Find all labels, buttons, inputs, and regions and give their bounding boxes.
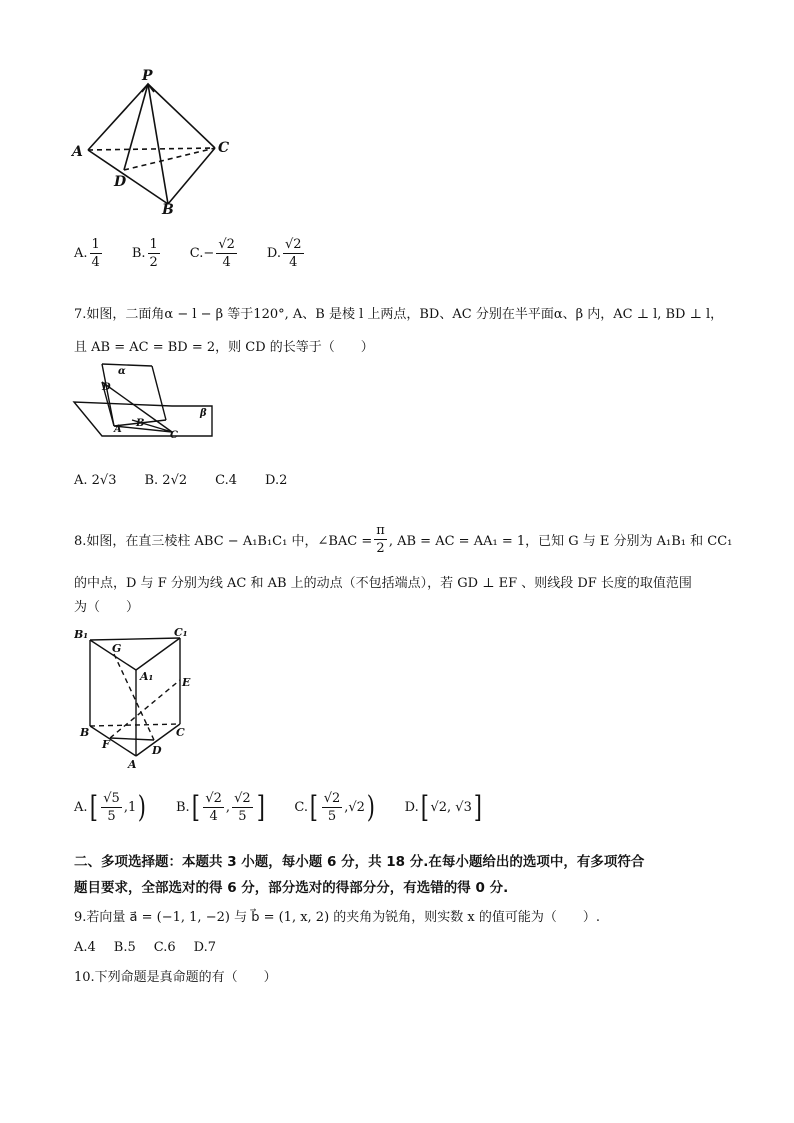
q8-options — [74, 789, 512, 825]
q8-option-b[interactable]: B. [ $\frac{√2}{4}$ , $\frac{√2}{5}$ ] — [175, 789, 265, 825]
q6-tetrahedron-figure — [70, 66, 240, 216]
q8-label-f: F — [102, 738, 110, 751]
q7-text-line2: 且 AB = AC = BD = 2，则 CD 的长等于（ ） — [74, 340, 374, 355]
q7-option-a[interactable]: A. 2√3 — [74, 473, 117, 488]
q6-label-p: P — [142, 68, 153, 84]
q6-option-d[interactable]: D. $\frac{√2}{4}$ — [266, 237, 302, 270]
q9-option-a[interactable]: A.4 — [74, 940, 96, 955]
q6-option-a[interactable]: A. $\frac{1}{4}$ — [74, 237, 100, 270]
section2-heading-line2: 题目要求，全部选对的得 6 分，部分选对的得部分分，有选错的得 0 分. — [74, 880, 509, 896]
q6-label-b: B — [162, 202, 174, 216]
q8-label-b: B — [80, 726, 90, 739]
q7-option-b[interactable]: B. 2√2 — [144, 473, 188, 488]
q8-label-c: C — [176, 726, 185, 739]
q7-option-d[interactable]: D.2 — [265, 473, 288, 488]
q10-text: 10.下列命题是真命题的有（ ） — [74, 970, 277, 985]
q6-option-c[interactable]: C. − $\frac{√2}{4}$ — [189, 237, 235, 270]
q9-text: 9.若向量 a⃗ = (−1, 1, −2) 与 b⃗ = (1, x, 2) 的夹角为锐角，则实数 x 的值可能为（ ）. — [74, 910, 601, 925]
q9-options — [74, 940, 244, 955]
q7-option-c[interactable]: C.4 — [215, 473, 238, 488]
q8-label-b1: B₁ — [74, 628, 89, 641]
q8-text-line1: 8.如图，在直三棱柱 ABC − A₁B₁C₁ 中，∠BAC = $\frac{\pi}{2}$ , AB = AC = AA₁ = 1，已知 G 与 E 分别为 A₁B₁ 和 CC₁ — [74, 523, 733, 556]
q8-label-e: E — [182, 676, 191, 689]
q8-label-c1: C₁ — [174, 626, 188, 639]
q8-label-g: G — [112, 642, 122, 655]
q8-option-c[interactable]: C. [ $\frac{√2}{5}$ , √2 ) — [294, 789, 375, 825]
q7-label-c: C — [170, 430, 178, 441]
q8-label-a1: A₁ — [140, 670, 154, 683]
q8-label-a: A — [128, 758, 137, 769]
q8-option-a[interactable]: A. [ $\frac{√5}{5}$ , 1 ) — [74, 789, 147, 825]
q7-label-alpha: α — [118, 366, 126, 377]
q7-label-a: A — [114, 424, 122, 435]
q7-dihedral-figure — [72, 362, 222, 446]
q6-label-a: A — [72, 144, 83, 160]
q8-label-d: D — [152, 744, 162, 757]
q7-label-beta: β — [200, 408, 207, 419]
q6-options — [74, 238, 334, 269]
q9-option-c[interactable]: C.6 — [153, 940, 176, 955]
q8-prism-figure — [74, 624, 204, 769]
q7-label-b: B — [136, 418, 145, 429]
q7-text-line1: 7.如图，二面角α − l − β 等于120°, A、B 是棱 l 上两点，BD、AC 分别在半平面α、β 内，AC ⊥ l, BD ⊥ l， — [74, 307, 724, 322]
q6-label-d: D — [114, 174, 127, 190]
q9-option-b[interactable]: B.5 — [113, 940, 136, 955]
q7-label-d: D — [102, 382, 111, 393]
q8-text-line3: 为（ ） — [74, 600, 140, 615]
section2-heading-line1: 二、多项选择题：本题共 3 小题，每小题 6 分，共 18 分.在每小题给出的选项中，有多项符合 — [74, 854, 645, 870]
q6-option-b[interactable]: B. $\frac{1}{2}$ — [131, 237, 158, 270]
q8-text-line2: 的中点，D 与 F 分别为线 AC 和 AB 上的动点（不包括端点），若 GD ⊥ EF 、则线段 DF 长度的取值范围 — [74, 576, 692, 591]
q8-option-d[interactable]: D. [ √2, √3 ] — [404, 789, 482, 825]
q6-label-c: C — [218, 140, 230, 156]
q9-option-d[interactable]: D.7 — [193, 940, 217, 955]
q7-options — [74, 473, 315, 488]
